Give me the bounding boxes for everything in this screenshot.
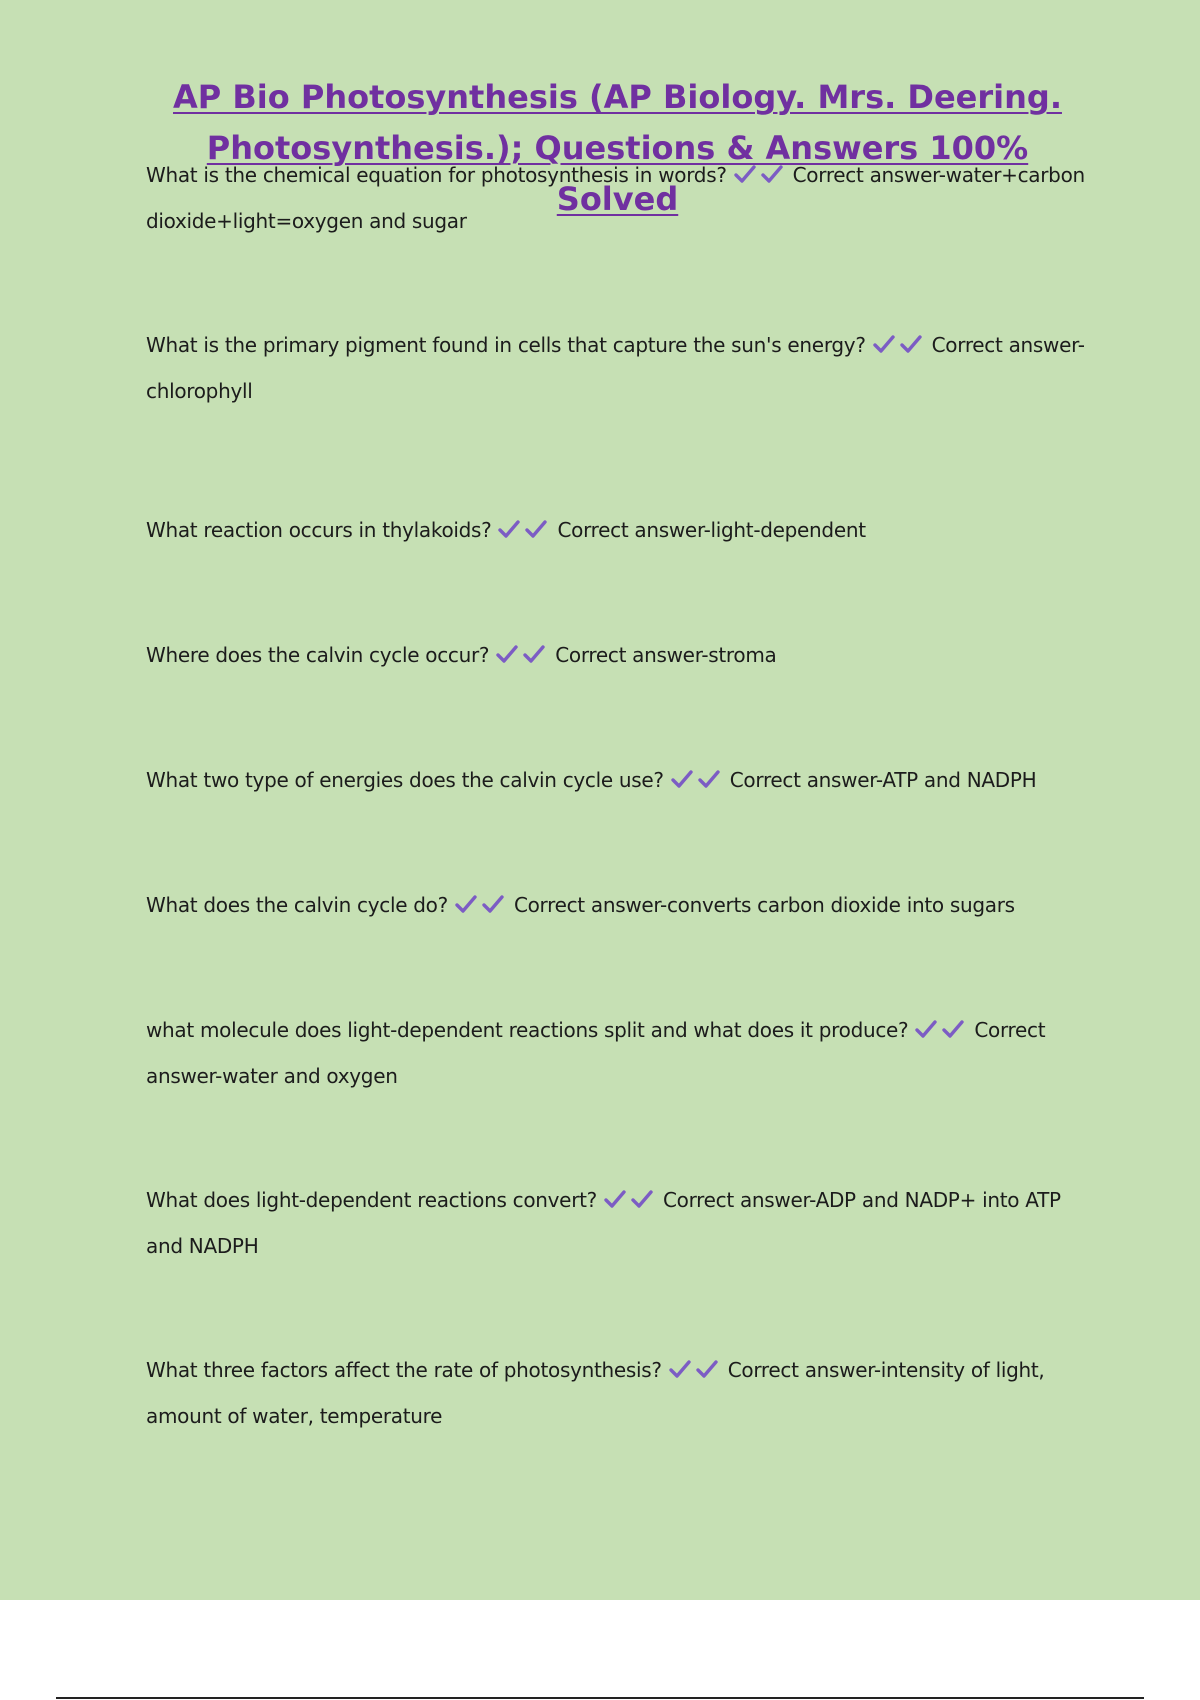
check-icon	[697, 769, 724, 789]
check-icon	[872, 334, 899, 354]
check-icon	[899, 334, 926, 354]
question-text: What is the primary pigment found in cells that capture the sun's energy?	[146, 333, 866, 357]
answer-text: stroma	[708, 643, 777, 667]
check-icon	[914, 1019, 941, 1039]
check-icon	[760, 164, 787, 184]
question-text: What does light-dependent reactions convert?	[146, 1188, 597, 1212]
double-check-icon	[872, 322, 926, 368]
check-icon	[941, 1019, 968, 1039]
check-icon	[522, 644, 549, 664]
answer-prefix: Correct answer-	[792, 163, 946, 187]
double-check-icon	[670, 757, 724, 803]
check-icon	[524, 519, 551, 539]
check-icon	[670, 769, 697, 789]
qa-item	[146, 1007, 1086, 1099]
answer-prefix: Correct answer-	[557, 518, 711, 542]
check-icon	[497, 519, 524, 539]
qa-item	[146, 1177, 1086, 1269]
question-text: What does the calvin cycle do?	[146, 893, 448, 917]
answer-text: chlorophyll	[146, 379, 253, 403]
answer-prefix: Correct answer-	[931, 333, 1085, 357]
double-check-icon	[733, 152, 787, 198]
footer-divider	[56, 1697, 1144, 1699]
answer-text: ADP and NADP+ into ATP and NADPH	[146, 1188, 1061, 1258]
answer-text: converts carbon dioxide into sugars	[666, 893, 1015, 917]
answer-text: water and oxygen	[222, 1064, 398, 1088]
qa-item	[146, 632, 1086, 678]
answer-text: ATP and NADPH	[882, 768, 1037, 792]
check-icon	[733, 164, 760, 184]
answer-prefix: Correct answer-	[662, 1188, 816, 1212]
double-check-icon	[497, 507, 551, 553]
check-icon	[481, 894, 508, 914]
answer-text: intensity of light, amount of water, temperature	[146, 1358, 1045, 1428]
answer-text: water+carbon dioxide+light=oxygen and sugar	[146, 163, 1085, 233]
question-text: What reaction occurs in thylakoids?	[146, 518, 492, 542]
check-icon	[495, 644, 522, 664]
answer-prefix: Correct answer-	[555, 643, 709, 667]
check-icon	[603, 1189, 630, 1209]
question-text: What is the chemical equation for photosynthesis in words?	[146, 163, 727, 187]
question-text: What two type of energies does the calvin cycle use?	[146, 768, 664, 792]
double-check-icon	[454, 882, 508, 928]
qa-item	[146, 507, 1086, 553]
qa-item	[146, 152, 1086, 244]
answer-prefix: Correct answer-	[729, 768, 883, 792]
double-check-icon	[603, 1177, 657, 1223]
question-text: what molecule does light-dependent reactions split and what does it produce?	[146, 1018, 909, 1042]
check-icon	[695, 1359, 722, 1379]
double-check-icon	[668, 1347, 722, 1393]
question-text: What three factors affect the rate of photosynthesis?	[146, 1358, 662, 1382]
question-text: Where does the calvin cycle occur?	[146, 643, 490, 667]
double-check-icon	[914, 1007, 968, 1053]
qa-item	[146, 882, 1086, 928]
qa-item	[146, 1347, 1086, 1439]
check-icon	[454, 894, 481, 914]
double-check-icon	[495, 632, 549, 678]
check-icon	[668, 1359, 695, 1379]
check-icon	[630, 1189, 657, 1209]
answer-text: light-dependent	[710, 518, 866, 542]
answer-prefix: Correct answer-	[513, 893, 667, 917]
qa-item	[146, 322, 1086, 414]
qa-item	[146, 757, 1086, 803]
document-title: AP Bio Photosynthesis (AP Biology. Mrs. Deering. Photosynthesis.); Questions & Answers 100% Solved	[173, 78, 1062, 218]
answer-prefix: Correct answer-	[146, 1018, 1046, 1088]
answer-prefix: Correct answer-	[727, 1358, 881, 1382]
